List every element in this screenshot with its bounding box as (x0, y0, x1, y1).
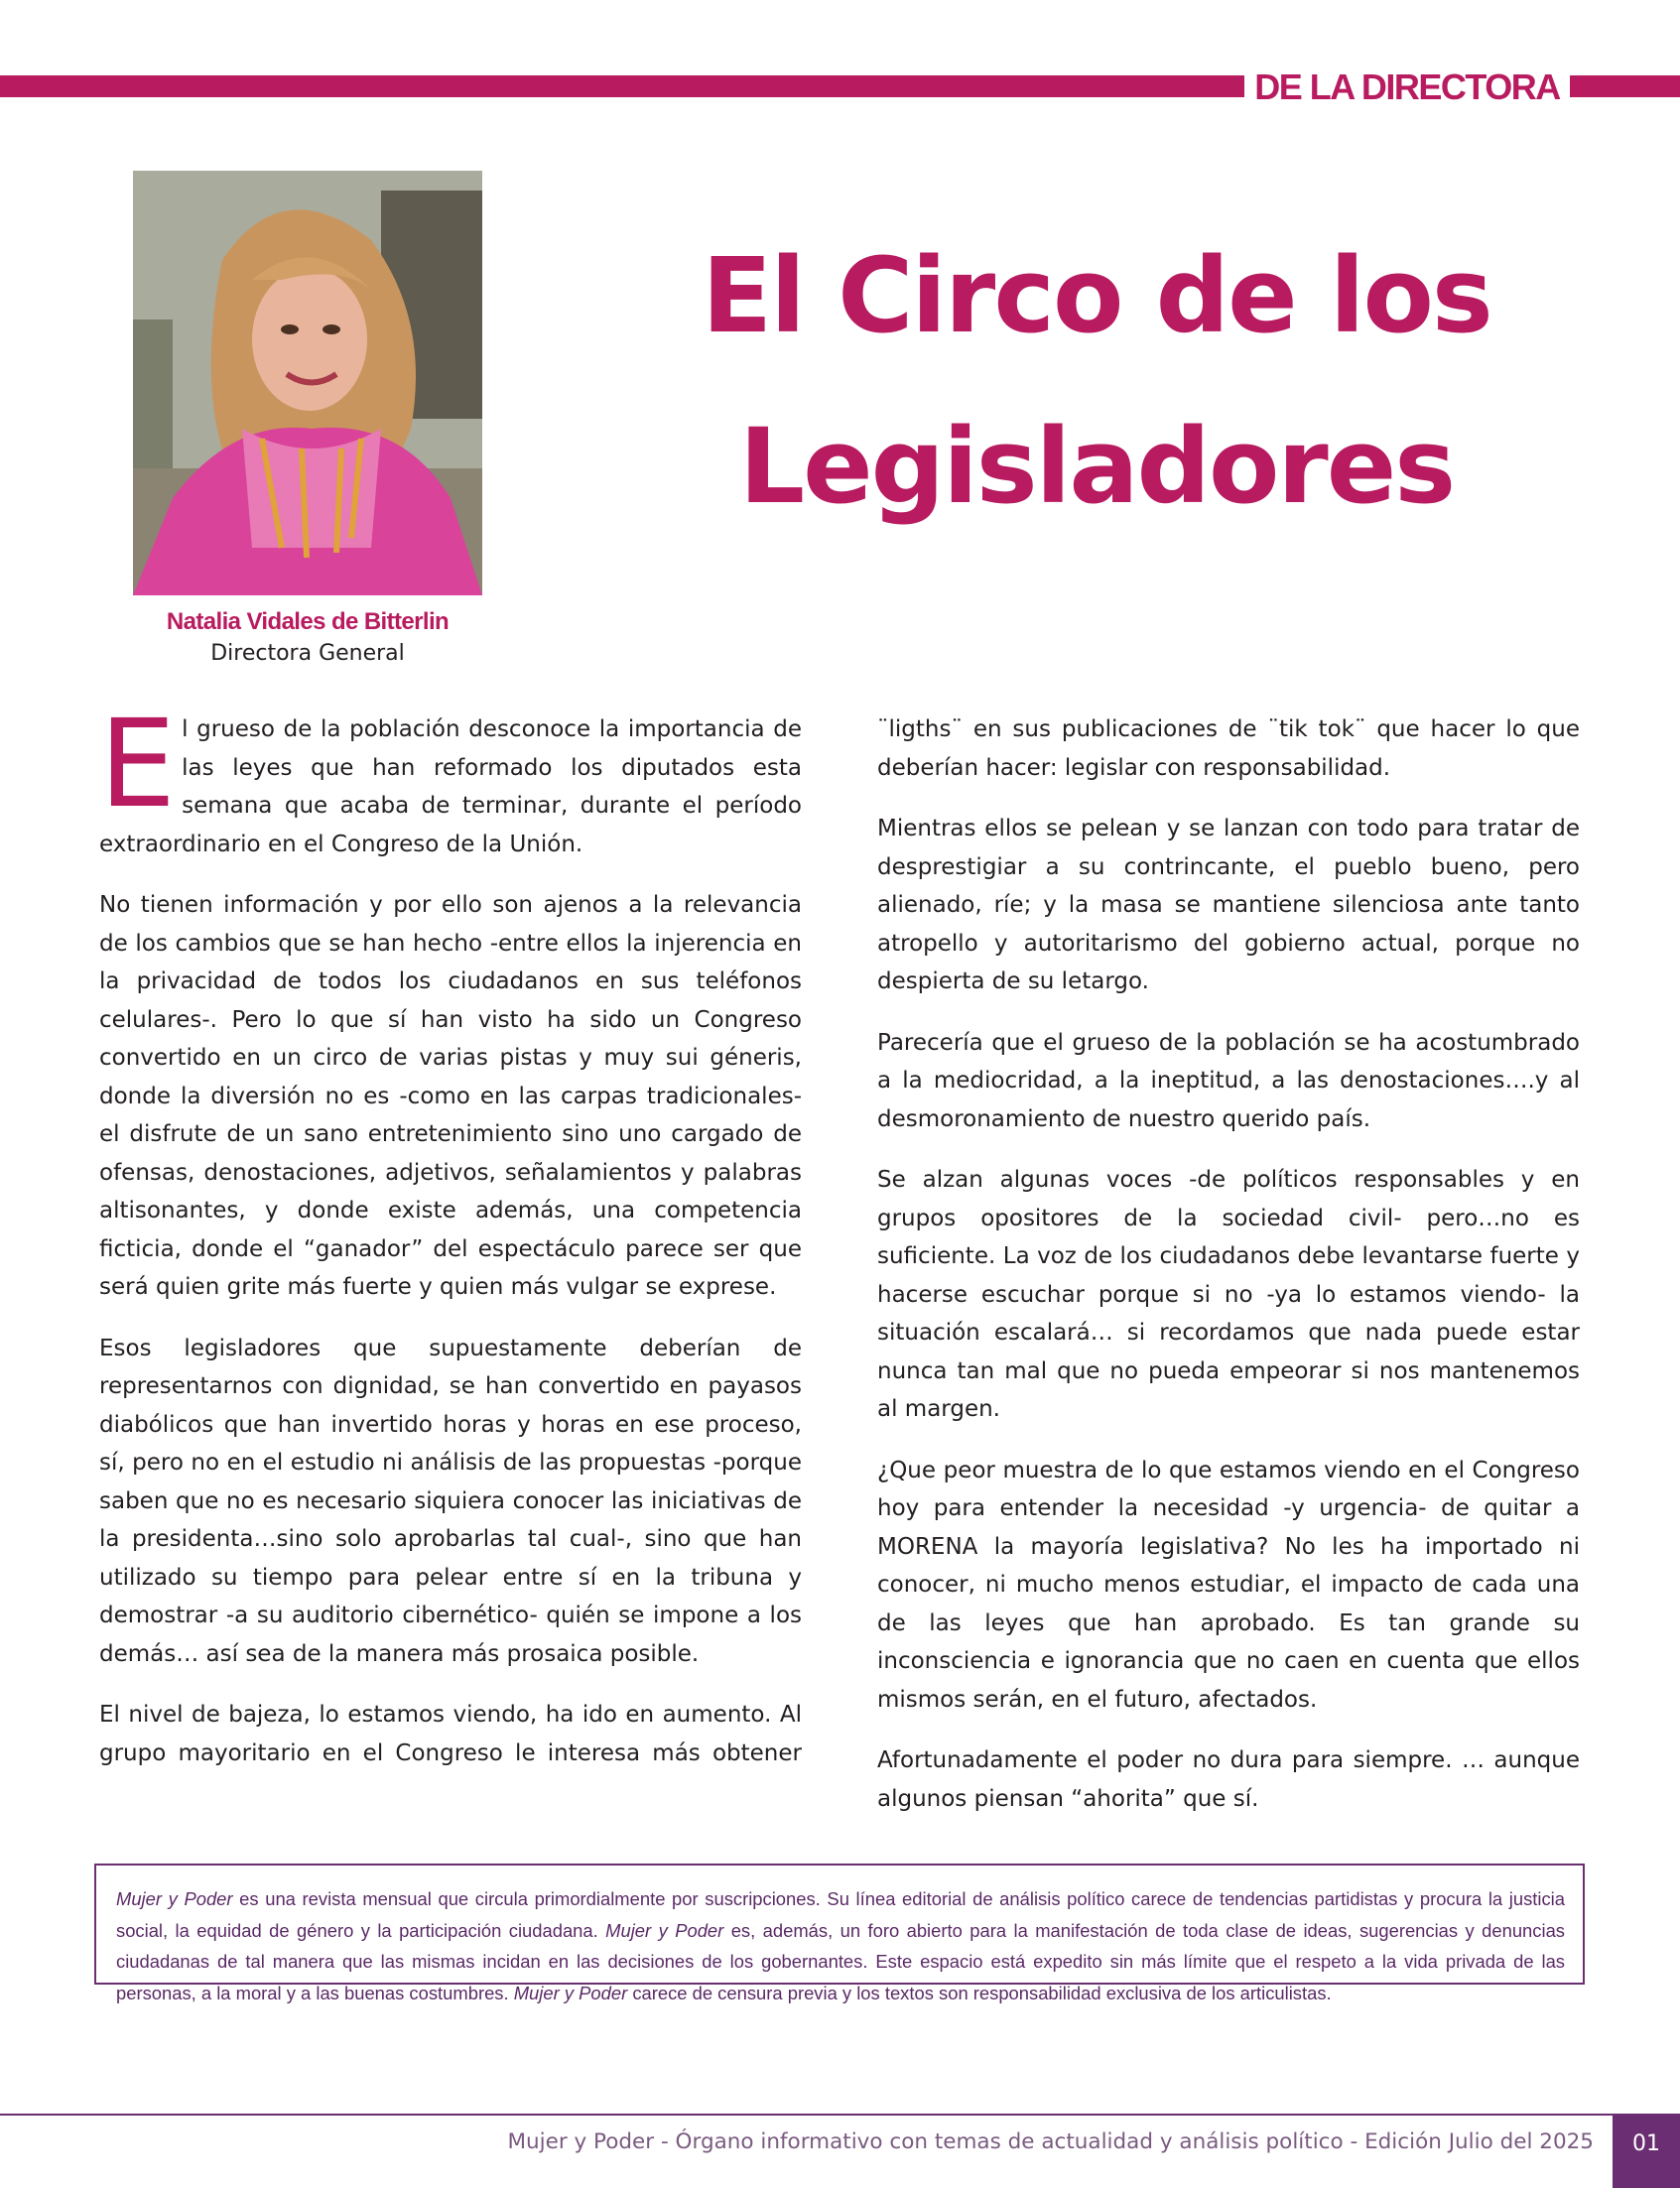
footer-text: Mujer y Poder - Órgano informativo con temas de actualidad y análisis político - Edición Julio del 2025 (507, 2129, 1594, 2154)
header-rule-right (1570, 75, 1680, 97)
author-role: Directora General (210, 641, 405, 666)
paragraph-4-continued: ¨ligths¨ en sus publicaciones de ¨tik tok¨ que hacer lo que deberían hacer: legislar con responsabilidad. (877, 716, 1580, 781)
paragraph-2: No tienen información y por ello son ajenos a la relevancia de los cambios que se han hecho -entre ellos la injerencia en la privacidad de todos los ciudadanos en sus teléfonos celulares-. Pero lo que sí han visto ha sido un Congreso convertido en un circo de varias pistas y muy sui géneris, donde la diversión no es -como en las carpas tradicionales- el disfrute de un sano entretenimiento sino uno cargado de ofensas, denostaciones, adjetivos, señalamientos y palabras altisonantes, y donde existe además, una competencia ficticia, donde el “ganador” del espectáculo parece ser que será quien grite más fuerte y quien más vulgar se exprese. (99, 892, 802, 1300)
article-title-line2: Legisladores (738, 406, 1455, 527)
article-title (556, 210, 1637, 552)
author-name: Natalia Vidales de Bitterlin (166, 608, 450, 635)
article-column-right (877, 710, 1580, 1841)
paragraph-9: Afortunadamente el poder no dura para siempre. … aunque algunos piensan “ahorita” que sí. (877, 1747, 1580, 1812)
magazine-name: Mujer y Poder (116, 1888, 233, 1909)
notice-text: es una revista mensual que circula primordialmente por suscripciones. Su línea editorial de análisis político carece de tendencias partidistas y procura la justicia social, la equidad de género y la participación ciudadana. (116, 1888, 1565, 1941)
paragraph-8: ¿Que peor muestra de lo que estamos viendo en el Congreso hoy para entender la necesidad -y urgencia- de quitar a MORENA la mayoría legislativa? No les ha importado ni conocer, ni mucho menos estudiar, el impacto de cada una de las leyes que han aprobado. Es tan grande su inconsciencia e ignorancia que no caen en cuenta que ellos mismos serán, en el futuro, afectados. (877, 1457, 1580, 1713)
article-column-left (99, 694, 802, 1795)
author-photo (133, 171, 482, 595)
paragraph-3: Esos legisladores que supuestamente deberían de representarnos con dignidad, se han convertido en payasos diabólicos que han invertido horas y horas en ese proceso, sí, pero no en el estudio ni análisis de las propuestas -porque saben que no es necesario siquiera conocer las iniciativas de la presidenta…sino solo aprobarlas tal cual-, sino que han utilizado su tiempo para pelear entre sí en la tribuna y demostrar -a su auditorio cibernético- quién se impone a los demás… así sea de la manera más prosaica posible. (99, 1335, 802, 1667)
footer-rule (0, 2114, 1613, 2116)
header-rule-left (0, 75, 1244, 97)
notice-text: carece de censura previa y los textos son responsabilidad exclusiva de los articulistas. (627, 1982, 1332, 2003)
paragraph-5: Mientras ellos se pelean y se lanzan con todo para tratar de desprestigiar a su contrincante, el pueblo bueno, pero alienado, ríe; y la masa se mantiene silenciosa ante tanto atropello y autoritarismo del gobierno actual, porque no despierta de su letargo. (877, 816, 1580, 994)
editorial-notice (94, 1864, 1585, 2003)
section-label: DE LA DIRECTORA (1254, 66, 1560, 107)
paragraph-4: El nivel de bajeza, lo estamos viendo, ha ido en aumento. Al grupo mayoritario en el Congreso le interesa más obtener (99, 1702, 802, 1766)
notice-text: es, además, un foro abierto para la manifestación de toda clase de ideas, sugerencias y denuncias ciudadanas de tal manera que las mismas incidan en las decisiones de los gobernantes. Este espacio está expedito sin más límite que el respeto a la vida privada de las personas, a la moral y a las buenas costumbres. (116, 1919, 1565, 2003)
paragraph-7: Se alzan algunas voces -de políticos responsables y en grupos opositores de la sociedad civil- pero…no es suficiente. La voz de los ciudadanos debe levantarse fuerte y hacerse escuchar porque si no -ya lo estamos viendo- la situación escalará… si recordamos que nada puede estar nunca tan mal que no pueda empeorar si nos mantenemos al margen. (877, 1167, 1580, 1422)
page-number: 01 (1613, 2114, 1680, 2188)
paragraph-1 (99, 694, 802, 863)
magazine-name: Mujer y Poder (513, 1982, 628, 2003)
drop-cap: E (99, 694, 177, 835)
paragraph-6: Parecería que el grueso de la población se ha acostumbrado a la mediocridad, a la ineptitud, a las denostaciones….y al desmoronamiento de nuestro querido país. (877, 1029, 1580, 1132)
magazine-name: Mujer y Poder (605, 1919, 724, 1941)
paragraph-1-text: l grueso de la población desconoce la importancia de las leyes que han reformado los diputados esta semana que acaba de terminar, durante el período extraordinario en el Congreso de la Unión. (99, 716, 802, 857)
article-title-line1: El Circo de los (702, 235, 1491, 356)
